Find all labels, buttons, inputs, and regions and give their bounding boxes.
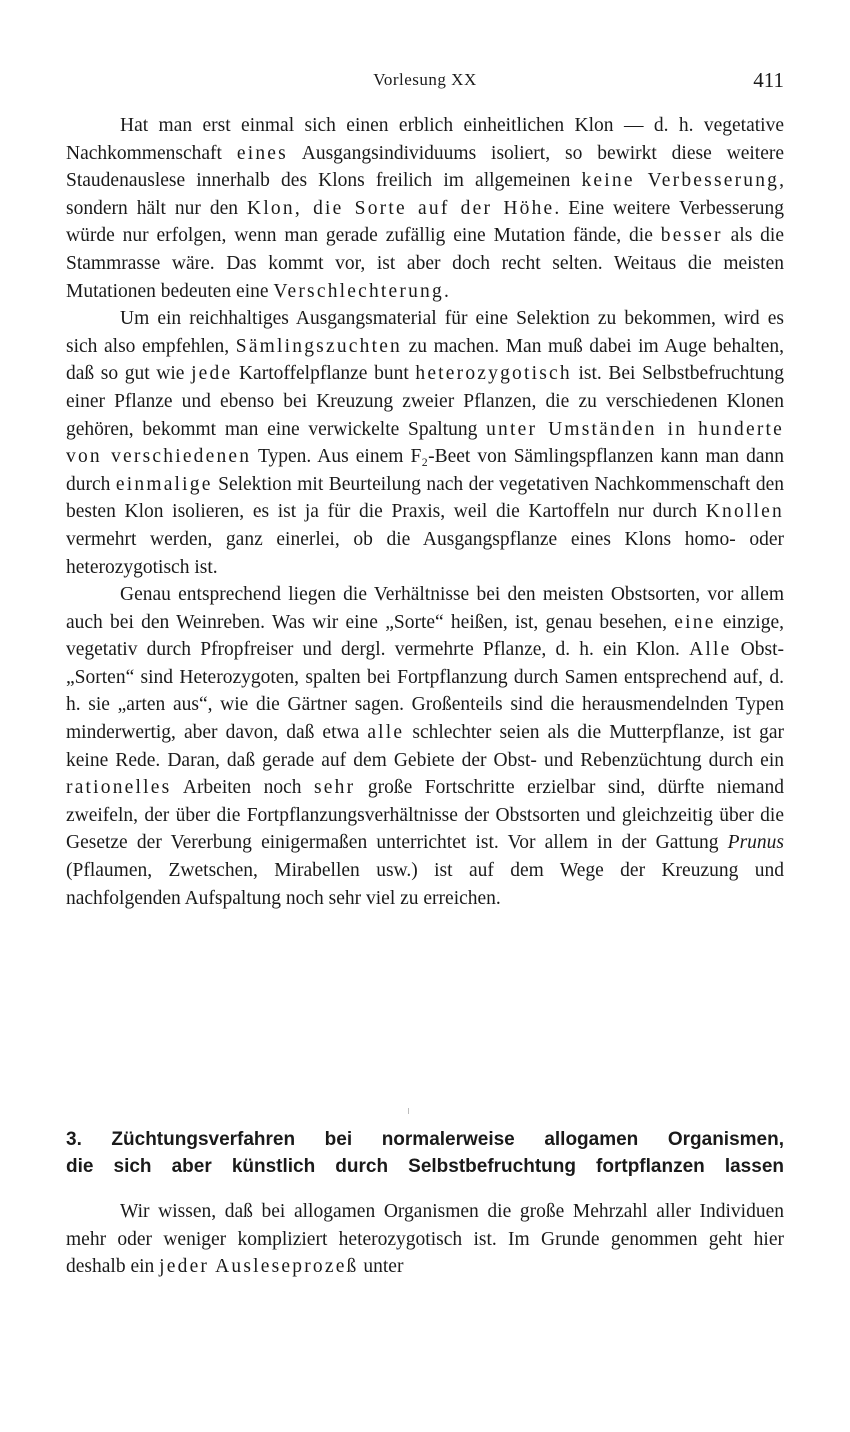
text-run: vermehrt werden, ganz einerlei, ob die Ausgangspflanze eines Klons homo- oder heterozygotisch ist. [66,528,784,578]
emphasis-run: eine [674,611,716,633]
divider-mark [408,1108,409,1114]
emphasis-run: jede [191,363,233,385]
emphasis-run: Alle [689,639,732,661]
text-run: unter [358,1256,404,1278]
paragraph-fruit-varieties [66,581,784,912]
text-run: große Fortschritte erzielbar sind, dürfte niemand zweifeln, der über die Fortpflanzungsverhältnisse der Obstsorten und gleichzeitig über die Gesetze der Vererbung einigermaßen unterrichtet ist. Vor allem in der Gattung [66,777,784,854]
paragraph-clone-selection [66,112,784,305]
running-head [66,64,784,94]
paragraph-seedling-breeding [66,305,784,581]
text-run: als die Stammrasse wäre. Das kommt vor, ist aber doch recht selten. Weitaus die meisten Mutationen bedeuten eine [66,225,785,302]
text-run: , sondern hält nur den [66,170,785,219]
emphasis-run: unter Umständen in hunderte von verschiedenen [66,418,784,468]
text-run: Obst-„Sorten“ sind Heterozygoten, spalten bei Fortpflanzung durch Samen entsprechend auf, d. h. sie „arten aus“, wie die Gärtner sagen. Großenteils sind die herausmendelnden Typen minderwertig, aber davon, daß etwa [66,639,784,744]
text-run: Selektion mit Beurteilung nach der vegetativen Nachkommenschaft den besten Klon isolieren, es ist ja für die Praxis, weil die Kartoffeln nur durch [66,473,784,523]
emphasis-run: eines [236,142,288,164]
emphasis-run: besser [660,225,723,247]
text-run: Wir wissen, daß bei allogamen Organismen die große Mehrzahl aller Individuen mehr oder weniger kompliziert heterozygotisch ist. Im Grunde genommen geht hier deshalb ein [66,1201,784,1278]
emphasis-run: rationelles [66,777,172,799]
text-run: schlechter seien als die Mutterpflanze, ist gar keine Rede. Daran, daß gerade auf dem Gebiete der Obst- und Rebenzüchtung durch ein [66,722,784,771]
emphasis-run: Sämlingszuchten [235,335,403,357]
emphasis-run: keine Verbesserung [581,170,780,192]
emphasis-run: Klon, die Sorte auf der Höhe [247,197,555,219]
text-run: (Pflaumen, Zwetschen, Mirabellen usw.) ist auf dem Wege der Kreuzung und nachfolgenden Aufspaltung noch sehr viel zu erreichen. [66,860,784,909]
body-text [66,112,784,912]
text-run: Hat man erst einmal sich einen erblich einheitlichen Klon — d. h. vegetative Nachkommenschaft [66,115,784,164]
page-number: 411 [753,68,784,92]
text-run: ist. Bei Selbstbefruchtung einer Pflanze und ebenso bei Kreuzung zweier Pflanzen, die zu verschiedenen Klonen gehören, bekommt man eine verwickelte Spaltung [66,363,784,440]
text-run: einzige, vegetativ durch Pfropfreiser und dergl. vermehrte Pflanze, d. h. ein Klon. [66,611,784,661]
emphasis-run: Knollen [705,501,784,523]
running-title: Vorlesung XX [373,70,477,89]
text-run: zu machen. Man muß dabei im Auge behalten, daß so gut wie [66,335,784,385]
text-run: . Eine weitere Verbesserung würde nur erfolgen, wenn man gerade zufällig eine Mutation fände, die [66,197,784,247]
section-heading [66,1126,784,1180]
emphasis-run: Verschlechterung [273,280,444,302]
text-run: . [443,280,449,302]
section-heading-line: 3. Züchtungsverfahren bei normalerweise allogamen Organismen, [66,1129,784,1150]
text-run: Arbeiten noch [171,777,315,799]
text-run: Genau entsprechend liegen die Verhältnisse bei den meisten Obstsorten, vor allem auch bei den Weinreben. Was wir eine „Sorte“ heißen, ist, genau besehen, [66,584,784,633]
section-text [66,1198,784,1281]
text-run: Ausgangsindividuums isoliert, so bewirkt diese weitere Staudenauslese innerhalb des Klons freilich im allgemeinen [66,142,784,192]
text-run: Kartoffelpflanze bunt [232,363,416,385]
text-run: Um ein reichhaltiges Ausgangsmaterial für eine Selektion zu bekommen, wird es sich also empfehlen, [66,308,784,357]
emphasis-run: alle [367,722,405,744]
italic-run: Prunus [727,832,784,854]
emphasis-run: sehr [314,777,356,799]
emphasis-run: jeder Ausleseprozeß [159,1256,359,1278]
text-run: Typen. Aus einem F₂-Beet von Sämlingspflanzen kann man dann durch [66,446,784,495]
emphasis-run: einmalige [115,473,213,495]
emphasis-run: heterozygotisch [415,363,572,385]
section-heading-line: die sich aber künstlich durch Selbstbefruchtung fortpflanzen lassen [66,1156,784,1177]
paragraph-allogamous [66,1198,784,1281]
